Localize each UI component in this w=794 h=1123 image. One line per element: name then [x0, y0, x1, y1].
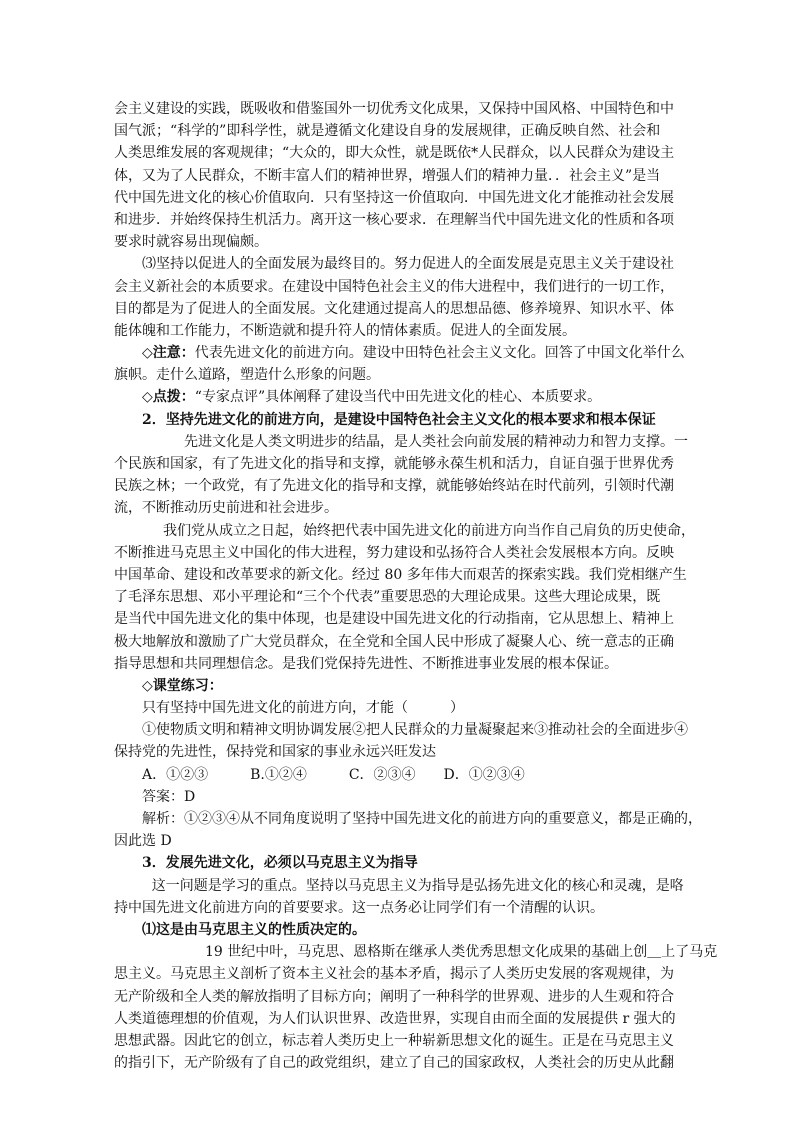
text-line [114, 1052, 674, 1074]
line-text: 会主义建设的实践，既吸收和借鉴国外一切优秀文化成果，又保持中国风格、中国特色和中 [114, 101, 674, 117]
text-line [114, 963, 674, 985]
text-line [114, 231, 659, 253]
line-text: ①使物质文明和精神文明协调发展②把人民群众的力量凝聚起来③推动社会的全面进步④ [142, 722, 688, 739]
text-line [114, 142, 675, 164]
line-text: 我们党从成立之日起，始终把代表中国先进文化的前进方向当作自己肩负的历史使命， [163, 522, 695, 539]
line-text: 人类道德理想的价值观，为人们认识世界、改造世界，实现自由而全面的发展提供 r 强大的 [114, 1010, 676, 1027]
text-line [114, 520, 695, 542]
text-line [114, 764, 659, 786]
line-text: 了毛泽东思想、邓小平理论和“三个个代表”重要思恐的大理论成果。这些大理论成果，既 [114, 589, 661, 606]
line-text: 人类思维发展的客观规律；“大众的，即大众性，就是既依*人民群众，以人民群众为建设主 [114, 145, 675, 162]
line-text: A．①②③ B.①②④ C．②③④ D．①②③④ [142, 766, 525, 783]
text-line [114, 697, 659, 719]
line-text: 和进步．并始终保持生机活力。离开这一核心要求．在理解当代中国先进文化的性质和各项 [114, 211, 674, 228]
line-text: 2．坚持先进文化的前进方向，是建设中国特色社会主义文化的根本要求和根本保证 [142, 411, 656, 428]
text-line [114, 808, 702, 830]
line-text: 要求时就容易出现偏颇。 [114, 234, 268, 251]
text-line [114, 475, 674, 497]
line-text: 只有坚持中国先进文化的前进方向，才能（ ） [142, 700, 464, 717]
line-text: 代表先进文化的前进方向。建设中田特色社会主义文化。回答了中国文化举什么 [194, 345, 685, 362]
line-text: 3．发展先进文化，必须以马克思主义为指导 [142, 855, 418, 872]
text-line [114, 897, 659, 919]
text-line [114, 719, 688, 741]
line-text: 思想武器。因此它的创立，标志着人类历史上一种崭新思想文化的诞生。正是在马克思主义 [114, 1032, 674, 1049]
text-line [114, 1030, 674, 1052]
line-text: 个民族和国家，有了先进文化的指导和支撑，就能够永葆生机和活力，自证自强于世界优秀 [114, 456, 674, 472]
text-line [114, 608, 674, 630]
line-text: ◇课堂练习： [142, 677, 223, 694]
text-line [114, 875, 684, 897]
line-text: 体，又为了人民群众，不断丰富人们的精神世界，增强人们的精神力量．．社会主义”是当 [114, 167, 661, 184]
text-line [114, 986, 674, 1008]
line-text: 国气派；“科学的”即科学性，就是遵循文化建设自身的发展规律，正确反映自然、社会和 [114, 123, 661, 140]
line-text: 持中国先进文化前进方向的首要要求。这一点务必让同学们有一个清醒的认识。 [114, 899, 604, 916]
line-text: ⑶坚持以促进人的全面发展为最终目的。努力促进人的全面发展是克思主义关于建设社 [142, 256, 674, 273]
text-line [114, 586, 659, 608]
text-line [114, 631, 674, 653]
line-text: 答案：D [142, 788, 196, 805]
text-line [114, 741, 659, 763]
text-line [114, 497, 659, 519]
text-line [114, 1008, 676, 1030]
text-line [114, 786, 659, 808]
text-line [114, 386, 659, 408]
line-text: 会主义新社会的本质要求。在建设中国特色社会主义的伟大进程中，我们进行的一切工作， [114, 278, 674, 295]
text-line [114, 187, 674, 209]
text-line [114, 852, 659, 874]
text-line [114, 653, 659, 675]
line-text: 极大地解放和激励了广大党员群众，在全党和全国人民中形成了凝聚人心、统一意志的正确 [114, 633, 674, 650]
text-line [114, 941, 718, 963]
text-line [114, 253, 674, 275]
text-line [114, 209, 674, 231]
line-text: 代中国先进文化的核心价值取向．只有坚持这一价值取向．中国先进文化才能推动社会发展 [114, 189, 674, 206]
line-label: ◇注意： [142, 345, 195, 362]
line-label: ◇点拨： [142, 389, 195, 406]
text-line [114, 320, 659, 342]
text-line [114, 919, 659, 941]
line-text: 保持党的先进性，保持党和国家的事业永远兴旺发达 [114, 744, 436, 761]
line-text: “专家点评”具体阐释了建设当代中田先进文化的桂心、本质要求。 [194, 389, 602, 406]
line-text: 指导思想和共同理想信念。是我们党保持先进性、不断推进事业发展的根本保证。 [114, 655, 618, 672]
text-line [114, 165, 659, 187]
line-text: 能体魄和工作能力，不断造就和提升符人的情体素质。促进人的全面发展。 [114, 322, 576, 339]
text-line [114, 564, 687, 586]
line-text: 旗帜。走什么道路，塑造什么形象的问题。 [114, 367, 380, 384]
line-text: 目的都是为了促进人的全面发展。文化建通过提高人的思想品德、修养境界、知识水平、体 [114, 300, 674, 317]
line-text: 这一问题是学习的重点。坚持以马克思主义为指导是弘扬先进文化的核心和灵魂，是咯 [151, 877, 684, 894]
line-text: 无产阶级和全人类的解放指明了目标方向；阐明了一种科学的世界观、进步的人生观和符合 [114, 988, 674, 1005]
line-text: 因此选 D [114, 833, 172, 850]
line-text: 解析：①②③④从不同角度说明了坚持中国先进文化的前进方向的重要意义，都是正确的， [142, 811, 702, 827]
line-text: 的指引下，无产阶级有了自己的政党组织，建立了自己的国家政权，人类社会的历史从此翻 [114, 1055, 674, 1072]
text-line [114, 120, 659, 142]
text-line [114, 342, 685, 364]
line-text: 流，不断推动历史前进和社会进步。 [114, 500, 338, 517]
document-body [114, 98, 718, 1074]
text-line [114, 431, 688, 453]
text-line [114, 298, 674, 320]
line-text: 不断推进马克思主义中国化的伟大进程，努力建设和弘扬符合人类社会发展根本方向。反映 [114, 544, 674, 561]
text-line [114, 364, 659, 386]
line-text: ⑴这是由马克思主义的性质决定的。 [142, 921, 366, 938]
text-line [114, 276, 674, 298]
line-text: 先进文化是人类文明进步的结晶，是人类社会向前发展的精神动力和智力支撑。一 [184, 433, 688, 450]
text-line [114, 542, 674, 564]
text-line [114, 830, 659, 852]
text-line [114, 453, 674, 475]
line-text: 19 世纪中叶，马克思、恩格斯在继承人类优秀思想文化成果的基础上创＿上了马克 [205, 944, 718, 961]
line-text: 民族之林；一个政党，有了先进文化的指导和支撑，就能够始终站在时代前列，引领时代潮 [114, 478, 674, 495]
text-line [114, 98, 674, 120]
text-line [114, 409, 659, 431]
line-text: 思主义。马克思主义剖析了资本主义社会的基本矛盾，揭示了人类历史发展的客观规律，为 [114, 966, 674, 983]
line-text: 是当代中国先进文化的集中体现，也是建设中国先进文化的行动指南，它从思想上、精神上 [114, 611, 674, 628]
line-text: 中国革命、建设和改革要求的新文化。经过 80 多年伟大而艰苦的探索实践。我们党相继产生 [114, 566, 687, 583]
text-line [114, 675, 659, 697]
